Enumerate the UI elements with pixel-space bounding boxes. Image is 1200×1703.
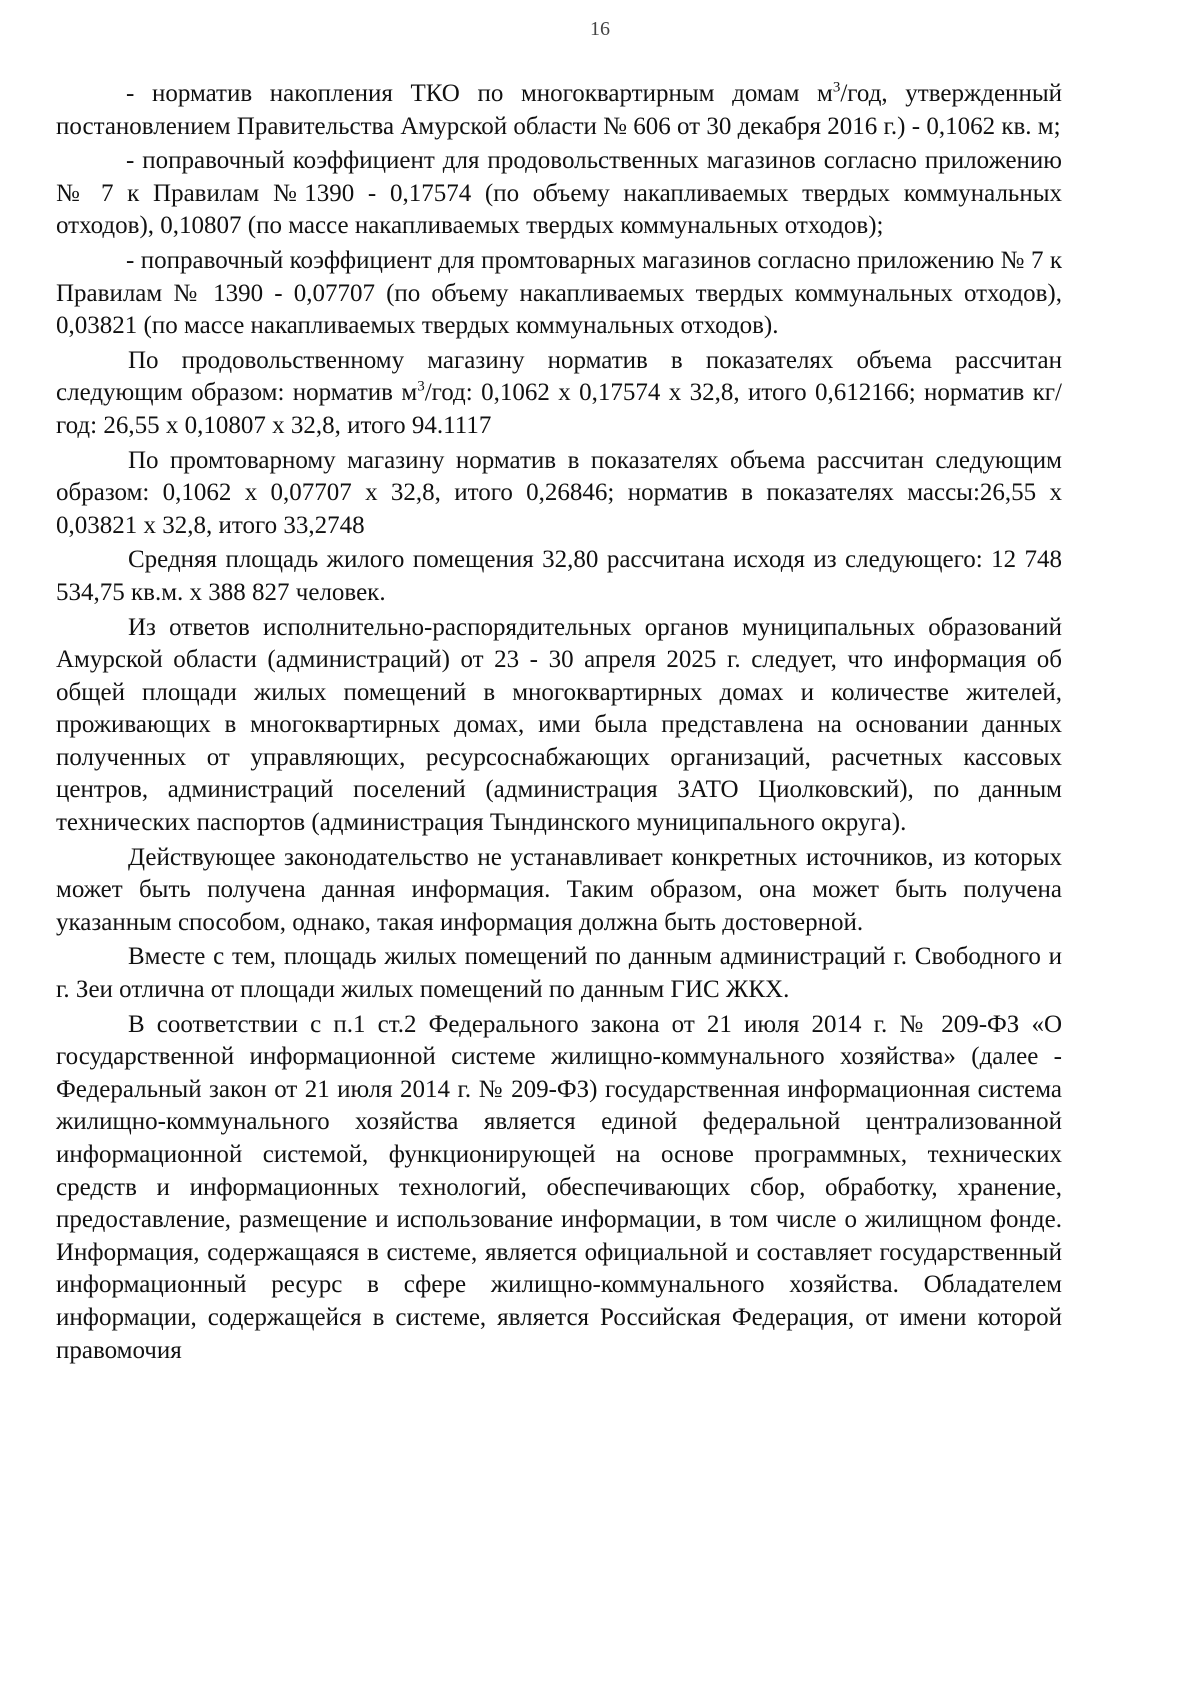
paragraph-administration-answers: Из ответов исполнительно-распорядительных органов муниципальных образований Амурской области (администраций) от 23 - 30 апреля 2025 г. следует, что информация об общей площади жилых помещений в многоквартирных домах и количестве жителей, проживающих в многоквартирных домах, ими была представлена на основании данных полученных от управляющих, ресурсоснабжающих организаций, расчетных кассовых центров, администраций поселений (администрация ЗАТО Циолковский), по данным технических паспортов (администрация Тындинского муниципального округа).: [56, 613, 1062, 837]
page-number: 16: [590, 22, 610, 38]
document-body: [56, 78, 1062, 1367]
paragraph-legislation: Действующее законодательство не устанавливает конкретных источников, из которых может быть получена данная информация. Таким образом, она может быть получена указанным способом, однако, такая информация должна быть достоверной.: [56, 843, 1062, 936]
paragraph-food-store-calculation: [56, 345, 1062, 443]
paragraph-text: /год: 0,1062 х 0,17574 х 32,8, итого 0,612166; норматив кг/год: 26,55 х 0,10807 х 32,8, итого 94.1117: [56, 379, 1062, 439]
paragraph-average-area: Средняя площадь жилого помещения 32,80 рассчитана исходя из следующего: 12 748 534,75 кв.м. х 388 827 человек.: [56, 546, 1062, 606]
paragraph-federal-law: В соответствии с п.1 ст.2 Федерального закона от 21 июля 2014 г. № 209-ФЗ «О государственной информационной системе жилищно-коммунального хозяйства» (далее - Федеральный закон от 21 июля 2014 г. № 209-ФЗ) государственная информационная система жилищно-коммунального хозяйства является единой федеральной централизованной информационной системой, функционирующей на основе программных, технических средств и информационных технологий, обеспечивающих сбор, обработку, хранение, предоставление, размещение и использование информации, в том числе о жилищном фонде. Информация, содержащаяся в системе, является официальной и составляет государственный информационный ресурс в сфере жилищно-коммунального хозяйства. Обладателем информации, содержащейся в системе, является Российская Федерация, от имени которой правомочия: [56, 1010, 1062, 1364]
paragraph-text: /год, утвержденный постановлением Правительства Амурской области № 606 от 30 декабря 2016 г.) - 0,1062 кв. м;: [56, 80, 1062, 140]
paragraph-text: По продовольственному магазину норматив в показателях объема рассчитан следующим образом: норматив м: [56, 346, 1062, 407]
superscript: 3: [417, 379, 425, 396]
paragraph-food-coefficient: - поправочный коэффициент для продовольственных магазинов согласно приложению № 7 к Правилам №1390 - 0,17574 (по объему накапливаемых твердых коммунальных отходов), 0,10807 (по массе накапливаемых твердых коммунальных отходов);: [56, 147, 1062, 240]
superscript: 3: [832, 79, 841, 96]
paragraph-text: - норматив накопления ТКО по многоквартирным домам м: [126, 80, 833, 107]
paragraph-nonfood-coefficient: - поправочный коэффициент для промтоварных магазинов согласно приложению № 7 к Правилам № 1390 - 0,07707 (по объему накапливаемых твердых коммунальных отходов), 0,03821 (по массе накапливаемых твердых коммунальных отходов).: [56, 246, 1062, 340]
paragraph-area-difference: Вместе с тем, площадь жилых помещений по данным администраций г. Свободного и г. Зеи отлична от площади жилых помещений по данным ГИС ЖКХ.: [56, 943, 1062, 1004]
paragraph-norm-item: [56, 78, 1062, 143]
paragraph-nonfood-store-calculation: По промтоварному магазину норматив в показателях объема рассчитан следующим образом: 0,1062 х 0,07707 х 32,8, итого 0,26846; норматив в показателях массы:26,55 х 0,03821 х 32,8, итого 33,2748: [56, 446, 1062, 539]
